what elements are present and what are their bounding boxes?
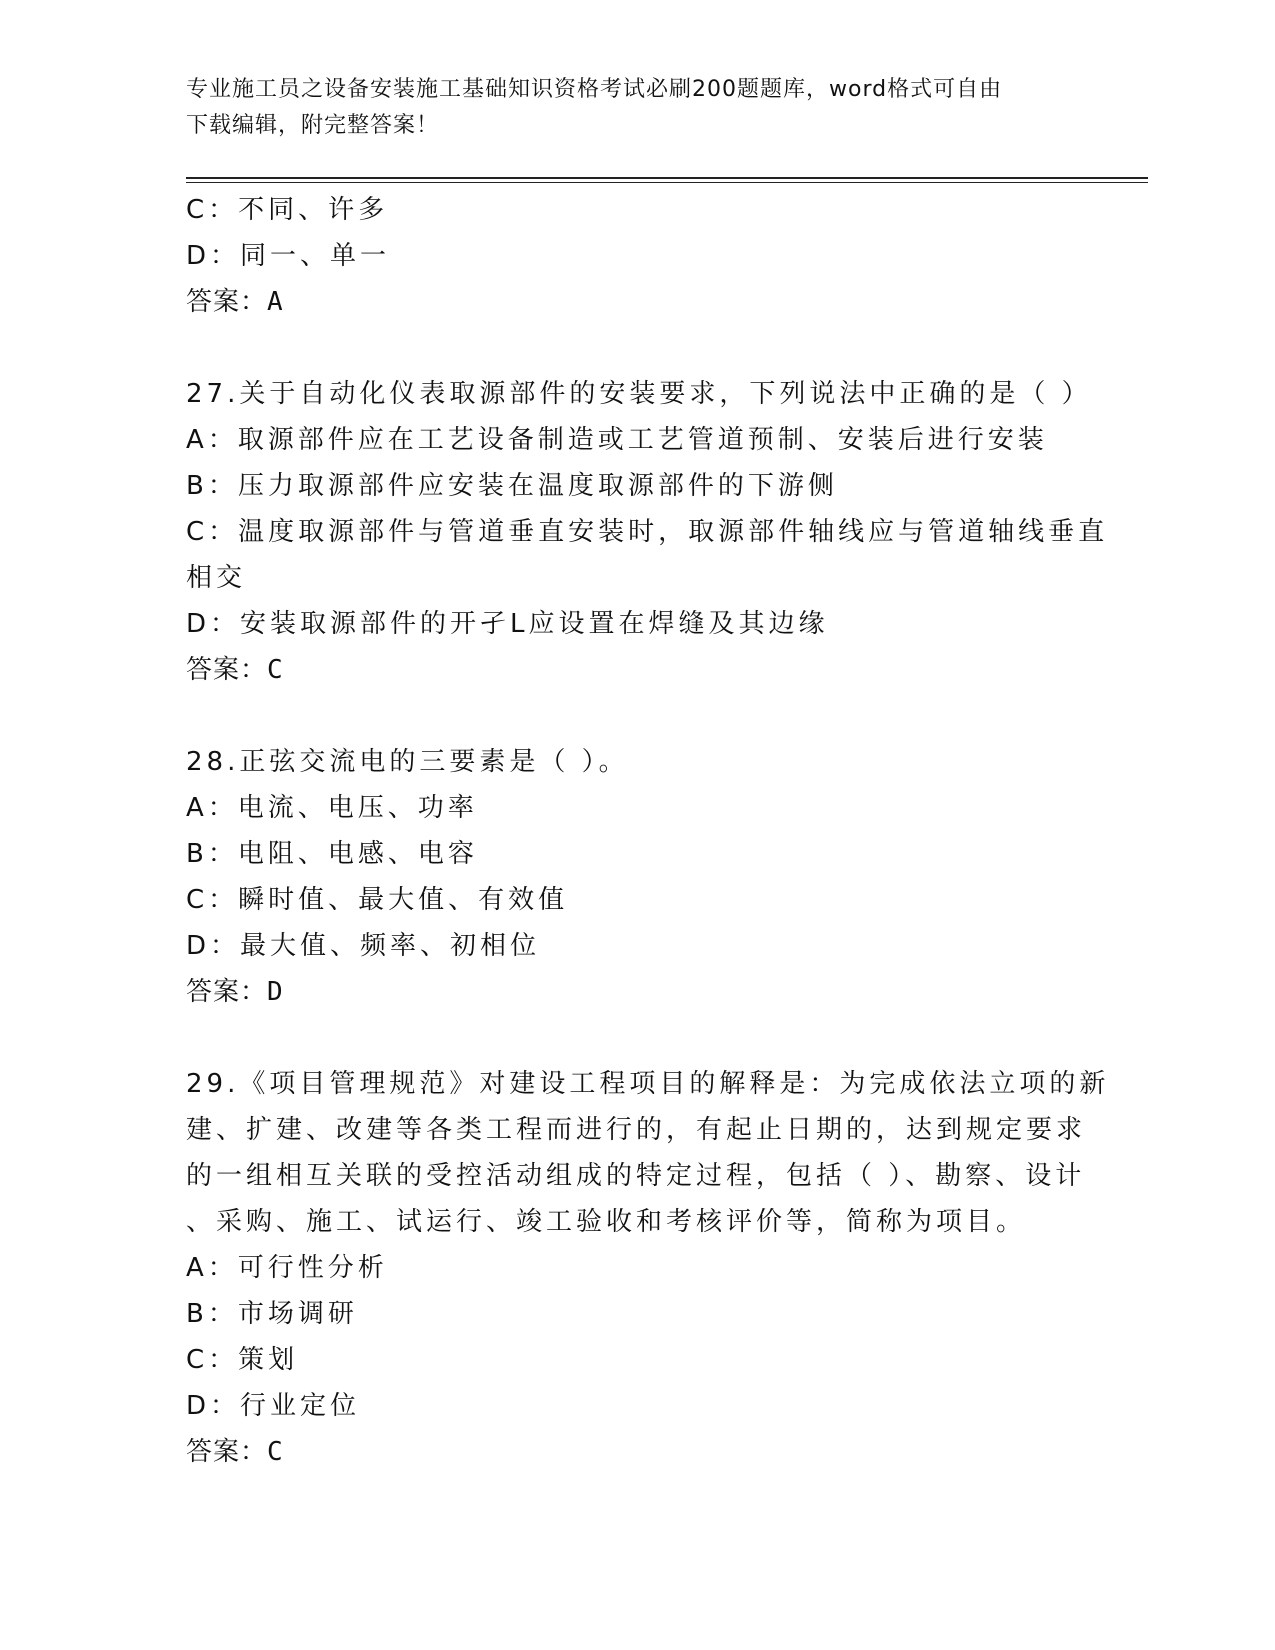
document-header	[186, 72, 1086, 144]
answer-line: 答案：D	[186, 977, 284, 1007]
question-stem-line-1: 29.《项目管理规范》对建设工程项目的解释是：为完成依法立项的新	[186, 1069, 1110, 1099]
header-line-2: 下载编辑，附完整答案！	[186, 113, 440, 138]
option-c: C：不同、许多	[186, 195, 389, 225]
question-list	[186, 187, 1110, 1475]
option-d: D：行业定位	[186, 1391, 361, 1421]
option-d: D：同一、单一	[186, 241, 391, 271]
question-stem: 28.正弦交流电的三要素是（ ）。	[186, 747, 629, 777]
option-d: D：安装取源部件的开孑L应设置在焊缝及其边缘	[186, 609, 829, 639]
question-stem-line-3: 的一组相互关联的受控活动组成的特定过程，包括（ ）、勘察、设计	[186, 1161, 1086, 1191]
option-b: B：压力取源部件应安装在温度取源部件的下游侧	[186, 471, 838, 501]
header-divider-thin	[186, 182, 1148, 183]
question-stem-line-2: 建、扩建、改建等各类工程而进行的，有起止日期的，达到规定要求	[186, 1115, 1087, 1145]
option-a: A：电流、电压、功率	[186, 793, 478, 823]
option-a: A：取源部件应在工艺设备制造或工艺管道预制、安装后进行安装	[186, 425, 1048, 455]
option-c: C：策划	[186, 1345, 299, 1375]
answer-line: 答案：C	[186, 1437, 284, 1467]
header-divider-thick	[186, 177, 1148, 179]
option-c-continued: 相交	[186, 563, 247, 593]
option-a: A：可行性分析	[186, 1253, 388, 1283]
question-28	[186, 739, 1086, 1015]
question-29	[186, 1061, 1110, 1475]
option-c: C：瞬时值、最大值、有效值	[186, 885, 569, 915]
option-c: C：温度取源部件与管道垂直安装时，取源部件轴线应与管道轴线垂直	[186, 517, 1109, 547]
option-b: B：市场调研	[186, 1299, 358, 1329]
spacer	[186, 693, 1086, 739]
spacer	[186, 1015, 1086, 1061]
question-stem-line-4: 、采购、施工、试运行、竣工验收和考核评价等，简称为项目。	[186, 1207, 1027, 1237]
answer-line: 答案：A	[186, 287, 284, 317]
spacer	[186, 325, 1086, 371]
question-26-continued	[186, 187, 1086, 325]
option-d: D：最大值、频率、初相位	[186, 931, 541, 961]
answer-line: 答案：C	[186, 655, 284, 685]
question-stem: 27.关于自动化仪表取源部件的安装要求，下列说法中正确的是（ ）	[186, 379, 1092, 409]
question-27	[186, 371, 1109, 693]
header-line-1: 专业施工员之设备安装施工基础知识资格考试必刷200题题库，word格式可自由	[186, 77, 1003, 102]
option-b: B：电阻、电感、电容	[186, 839, 478, 869]
